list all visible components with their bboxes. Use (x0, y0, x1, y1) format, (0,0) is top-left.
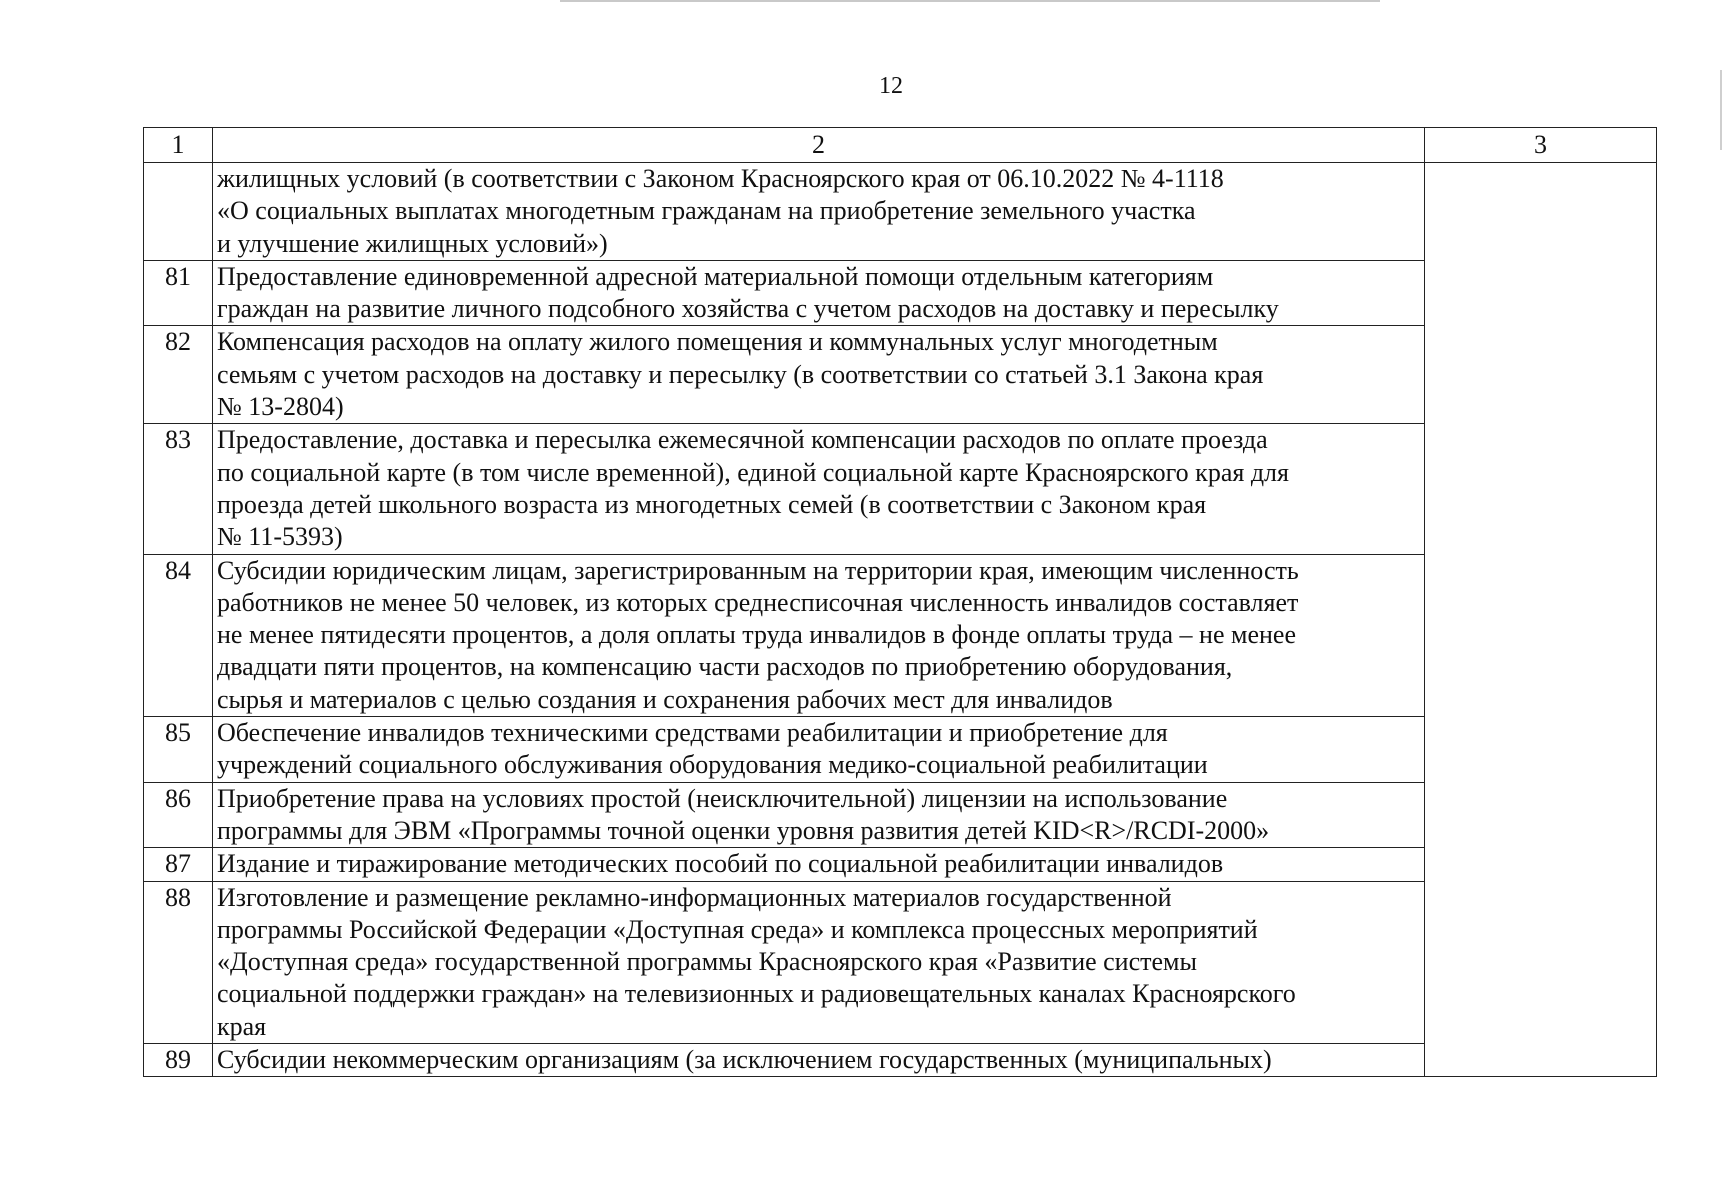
row-text: Предоставление, доставка и пересылка ежемесячной компенсации расходов по оплате проезда по социальной карте (в том числе временной), единой социальной карте Красноярского края для проезда детей школьного возраста из многодетных семей (в соответствии с Законом края № 11-5393) (213, 424, 1425, 554)
page-number: 12 (879, 73, 903, 99)
row-number: 85 (144, 717, 213, 783)
table-header-row (144, 128, 1657, 163)
column-3-cell (1425, 163, 1657, 1077)
header-col-1: 1 (144, 128, 213, 163)
header-col-3: 3 (1425, 128, 1657, 163)
row-text: Издание и тиражирование методических пособий по социальной реабилитации инвалидов (213, 848, 1425, 881)
row-text: Обеспечение инвалидов техническими средствами реабилитации и приобретение для учреждений социального обслуживания оборудования медико-социальной реабилитации (213, 717, 1425, 783)
row-text: Субсидии юридическим лицам, зарегистрированным на территории края, имеющим численность работников не менее 50 человек, из которых среднесписочная численность инвалидов составляет не менее пятидесяти процентов, а доля оплаты труда инвалидов в фонде оплаты труда – не менее двадцати пяти процентов, на компенсацию части расходов по приобретению оборудования, сырья и материалов с целью создания и сохранения рабочих мест для инвалидов (213, 554, 1425, 716)
row-number: 83 (144, 424, 213, 554)
row-text: Компенсация расходов на оплату жилого помещения и коммунальных услуг многодетным семьям с учетом расходов на доставку и пересылку (в соответствии со статьей 3.1 Закона края № 13-2804) (213, 326, 1425, 424)
document-table (143, 127, 1657, 1077)
row-number (144, 163, 213, 261)
table-row (144, 163, 1657, 261)
row-number: 87 (144, 848, 213, 881)
row-number: 82 (144, 326, 213, 424)
row-number: 88 (144, 881, 213, 1043)
row-number: 81 (144, 260, 213, 326)
row-text: Приобретение права на условиях простой (неисключительной) лицензии на использование программы для ЭВМ «Программы точной оценки уровня развития детей KID<R>/RCDI-2000» (213, 782, 1425, 848)
row-number: 89 (144, 1044, 213, 1077)
header-col-2: 2 (213, 128, 1425, 163)
row-text: Изготовление и размещение рекламно-информационных материалов государственной программы Российской Федерации «Доступная среда» и комплекса процессных мероприятий «Доступная среда» государственной программы Красноярского края «Развитие системы социальной поддержки граждан» на телевизионных и радиовещательных каналах Красноярского края (213, 881, 1425, 1043)
row-number: 84 (144, 554, 213, 716)
row-number: 86 (144, 782, 213, 848)
top-edge-line (560, 0, 1380, 2)
row-text: Субсидии некоммерческим организациям (за исключением государственных (муниципальных) (213, 1044, 1425, 1077)
row-text: жилищных условий (в соответствии с Законом Красноярского края от 06.10.2022 № 4-1118 «О социальных выплатах многодетным гражданам на приобретение земельного участка и улучшение жилищных условий») (213, 163, 1425, 261)
row-text: Предоставление единовременной адресной материальной помощи отдельным категориям граждан на развитие личного подсобного хозяйства с учетом расходов на доставку и пересылку (213, 260, 1425, 326)
